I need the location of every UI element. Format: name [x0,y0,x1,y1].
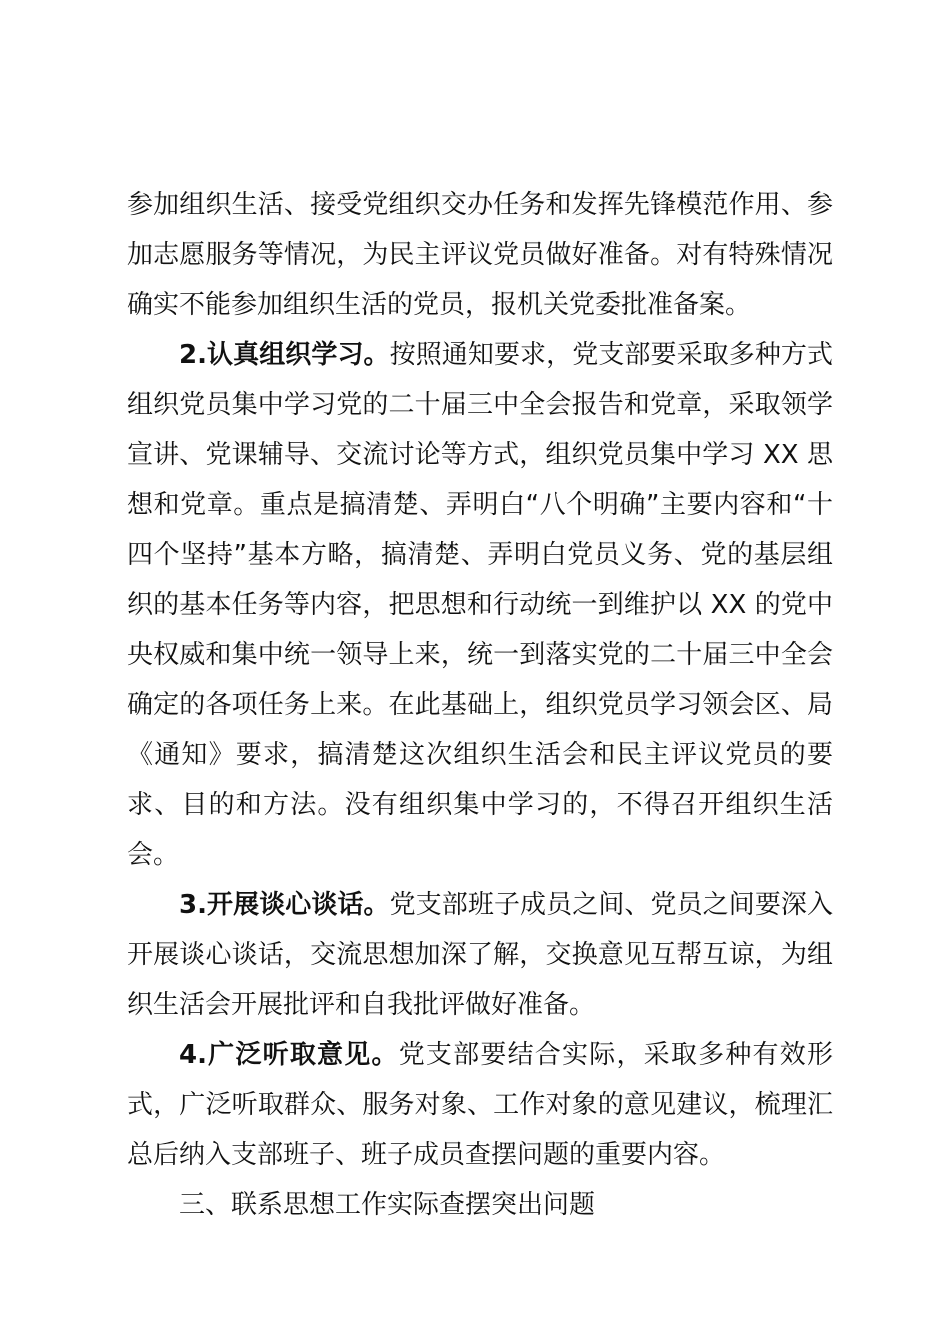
item-2-body: 按照通知要求，党支部要采取多种方式组织党员集中学习党的二十届三中全会报告和党章，采取领学宣讲、党课辅导、交流讨论等方式，组织党员集中学习 XX 思想和党章。重点是搞清楚、弄明白“八个明确”主要内容和“十四个坚持”基本方略，搞清楚、弄明白党员义务、党的基层组织的基本任务等内容，把思想和行动统一到维护以 XX 的党中央权威和集中统一领导上来，统一到落实党的二十届三中全会确定的各项任务上来。在此基础上，组织党员学习领会区、局《通知》要求，搞清楚这次组织生活会和民主评议党员的要求、目的和方法。没有组织集中学习的，不得召开组织生活会。 [127,340,833,870]
section-3-heading: 三、联系思想工作实际查摆突出问题 [179,1190,596,1220]
section-3-heading-paragraph [127,1180,833,1230]
item-2-heading: 2.认真组织学习。 [179,340,390,370]
item-2-paragraph [127,330,833,880]
item-3-heading: 3.开展谈心谈话。 [179,890,390,920]
continuation-paragraph [127,180,833,330]
item-3-paragraph [127,880,833,1030]
item-4-heading: 4.广泛听取意见。 [179,1040,399,1070]
document-body [127,180,833,1230]
item-4-body: 党支部要结合实际，采取多种有效形式，广泛听取群众、服务对象、工作对象的意见建议，梳理汇总后纳入支部班子、班子成员查摆问题的重要内容。 [127,1040,833,1170]
continuation-text: 参加组织生活、接受党组织交办任务和发挥先锋模范作用、参加志愿服务等情况，为民主评议党员做好准备。对有特殊情况确实不能参加组织生活的党员，报机关党委批准备案。 [127,190,833,320]
item-3-body: 党支部班子成员之间、党员之间要深入开展谈心谈话，交流思想加深了解，交换意见互帮互谅，为组织生活会开展批评和自我批评做好准备。 [127,890,833,1020]
item-4-paragraph [127,1030,833,1180]
